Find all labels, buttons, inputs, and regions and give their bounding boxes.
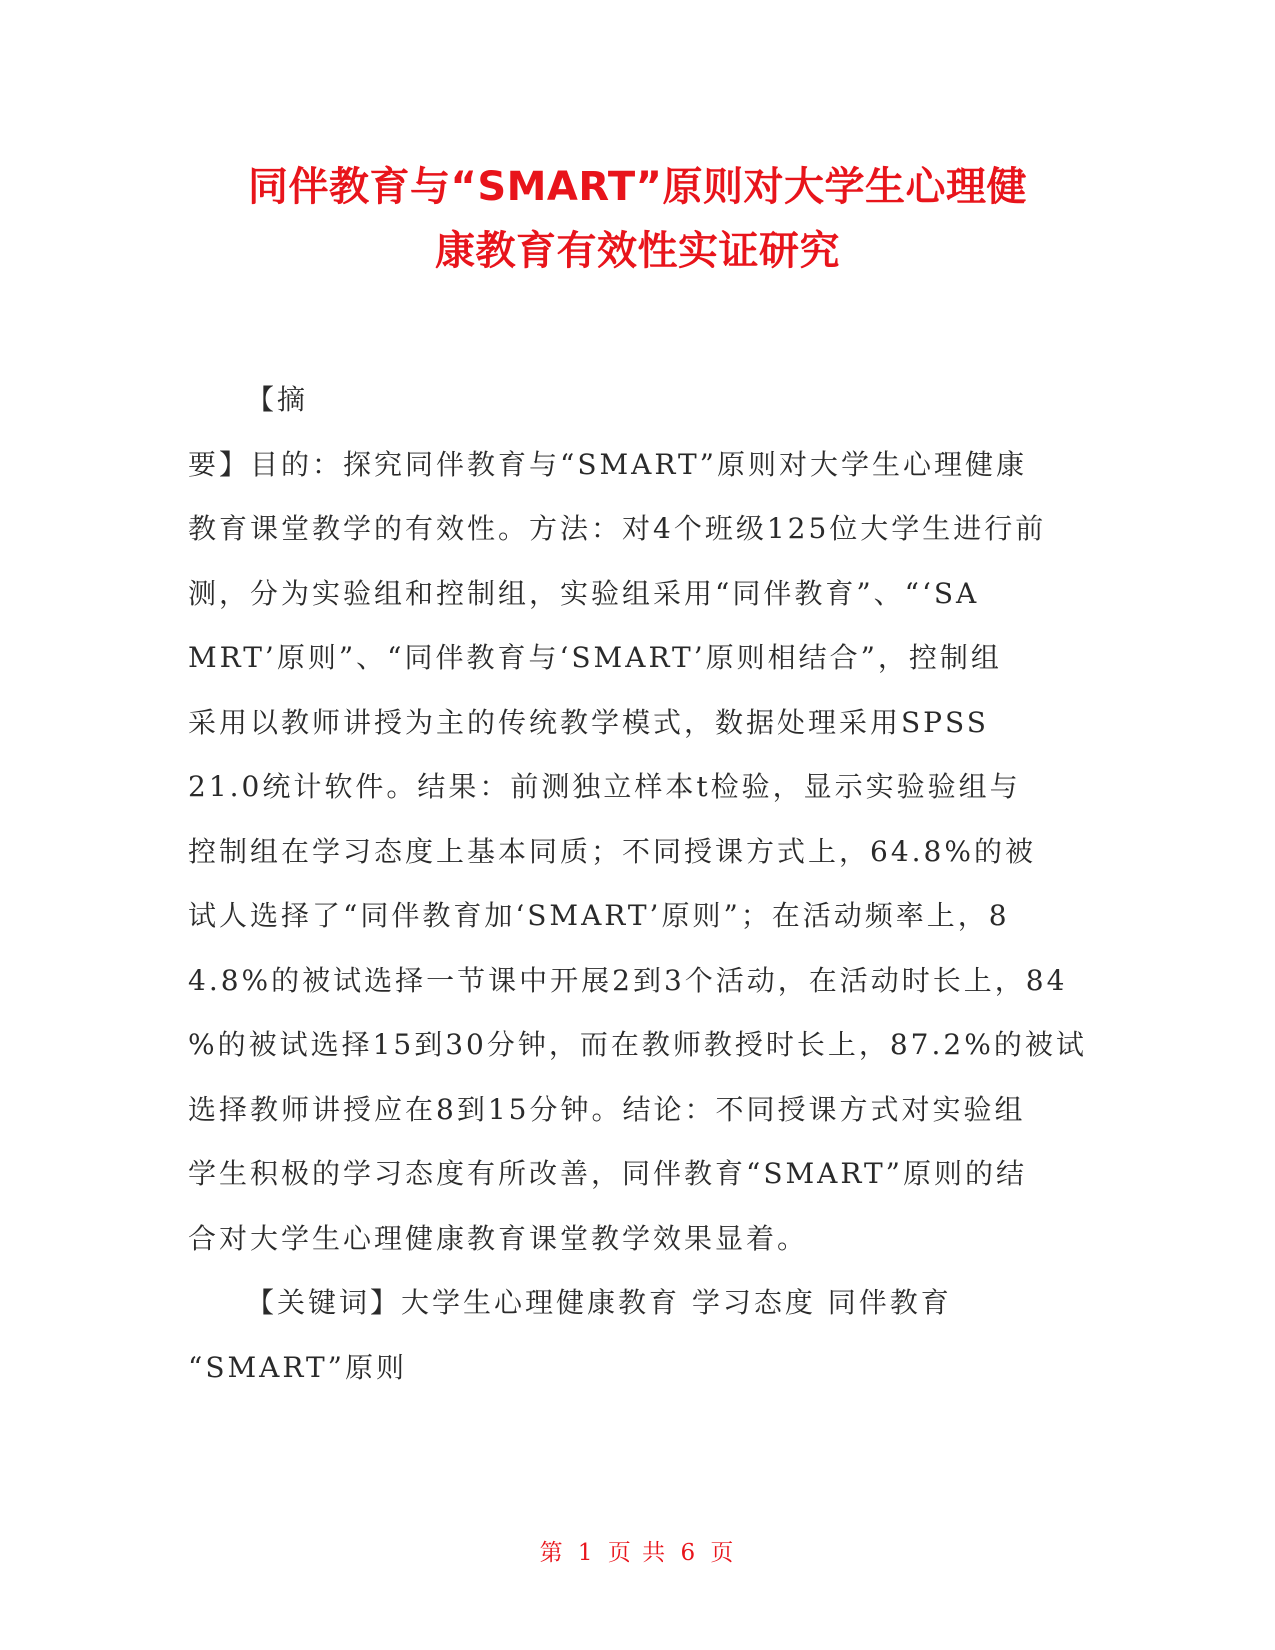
keywords-line: “SMART”原则 (188, 1350, 407, 1384)
document-title (150, 155, 1125, 283)
abstract-line: 要】目的：探究同伴教育与“SMART”原则对大学生心理健康 (188, 447, 1027, 481)
footer-middle: 页 共 (607, 1540, 668, 1566)
keywords-line: 【关键词】大学生心理健康教育 学习态度 同伴教育 (246, 1286, 952, 1319)
footer-suffix: 页 (710, 1540, 736, 1566)
page-footer (0, 1534, 1275, 1567)
abstract-line: 选择教师讲授应在8到15分钟。结论：不同授课方式对实验组 (188, 1092, 1026, 1126)
abstract-line: %的被试选择15到30分钟，而在教师教授时长上，87.2%的被试 (188, 1028, 1087, 1061)
abstract-line: 【摘 (246, 383, 309, 416)
abstract-line: 采用以教师讲授为主的传统教学模式，数据处理采用SPSS (188, 705, 989, 739)
abstract-line: 合对大学生心理健康教育课堂教学效果显着。 (188, 1221, 809, 1255)
title-line-2: 康教育有效性实证研究 (435, 228, 840, 274)
abstract-line: 学生积极的学习态度有所改善，同伴教育“SMART”原则的结 (188, 1157, 1027, 1190)
title-line-1: 同伴教育与“SMART”原则对大学生心理健 (248, 164, 1027, 210)
abstract-section (188, 368, 1087, 1400)
abstract-line: 4.8%的被试选择一节课中开展2到3个活动，在活动时长上，84 (188, 963, 1068, 997)
abstract-line: 测，分为实验组和控制组，实验组采用“同伴教育”、“‘SA (188, 576, 980, 610)
footer-current-page: 1 (577, 1540, 595, 1566)
abstract-line: MRT’原则”、“同伴教育与‘SMART’原则相结合”，控制组 (188, 641, 1002, 674)
abstract-line: 控制组在学习态度上基本同质；不同授课方式上，64.8%的被 (188, 834, 1036, 868)
footer-total-pages: 6 (680, 1540, 698, 1566)
abstract-line: 21.0统计软件。结果：前测独立样本t检验，显示实验验组与 (188, 770, 1021, 803)
abstract-line: 试人选择了“同伴教育加‘SMART’原则”；在活动频率上，8 (188, 899, 1010, 932)
footer-prefix: 第 (539, 1540, 565, 1566)
abstract-line: 教育课堂教学的有效性。方法：对4个班级125位大学生进行前 (188, 512, 1047, 545)
